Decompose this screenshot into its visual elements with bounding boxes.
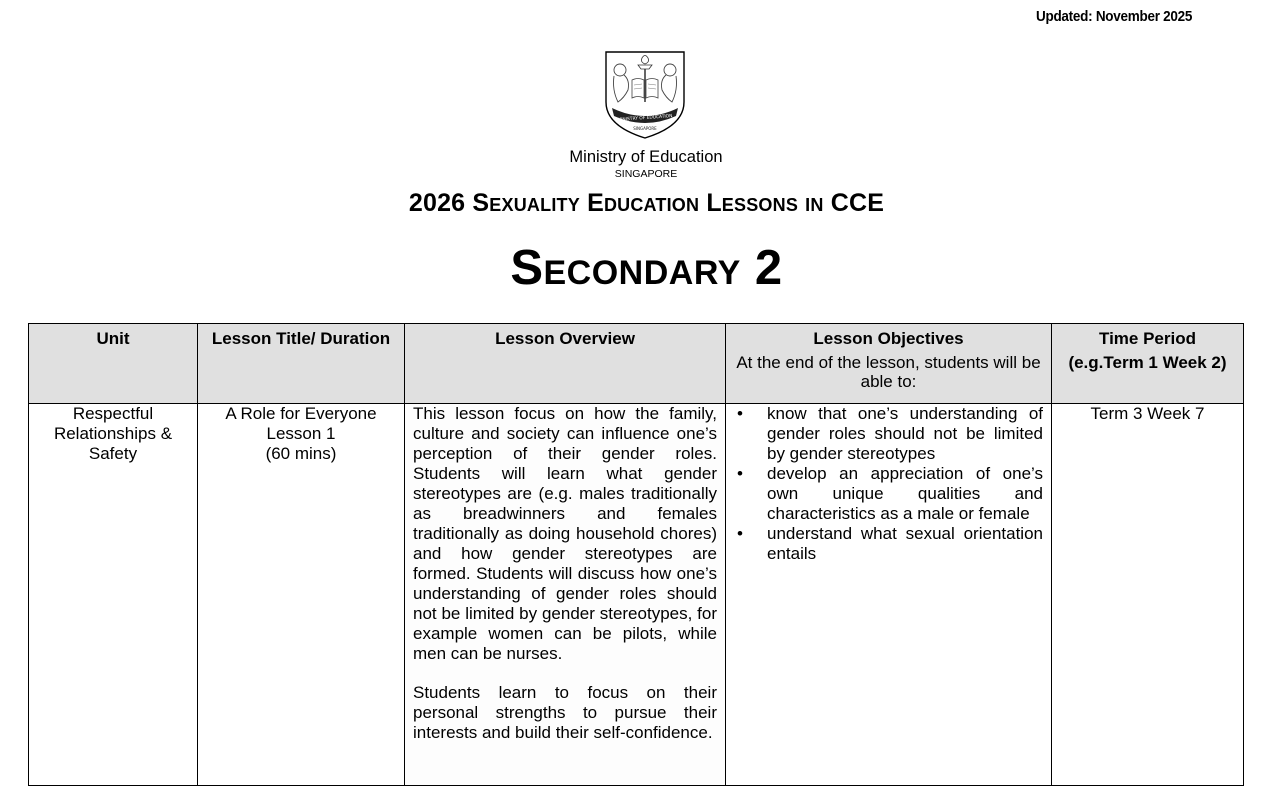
overview-paragraph: Students learn to focus on their personal strengths to pursue their interests and build their self-confidence.: [413, 683, 717, 742]
svg-text:MINISTRY OF EDUCATION: MINISTRY OF EDUCATION: [617, 114, 673, 123]
bullet-icon: •: [737, 464, 743, 483]
objective-item: • develop an appreciation of one’s own unique qualities and characteristics as a male or female: [737, 464, 1043, 523]
time-period-cell: [1052, 404, 1244, 786]
svg-text:SINGAPORE: SINGAPORE: [633, 126, 657, 131]
time-period-example: (e.g.Term 1 Week 2): [1068, 353, 1227, 372]
column-header-lesson-overview: Lesson Overview: [405, 324, 726, 404]
lesson-title-cell: [198, 404, 405, 786]
column-header-lesson-title: Lesson Title/ Duration: [198, 324, 405, 404]
updated-date: Updated: November 2025: [1036, 8, 1193, 25]
lesson-objectives-cell: [726, 404, 1052, 786]
table-header-row: [29, 324, 1244, 404]
unit-name: Respectful Relationships & Safety: [53, 404, 173, 463]
moe-logo: [562, 48, 730, 184]
overview-paragraph: This lesson focus on how the family, culture and society can influence one’s perception of their gender roles. Students will learn what gender stereotypes are (e.g. males traditionally as breadwinners and females traditionally as doing household chores) and how gender stereotypes are formed. Students will discuss how one’s understanding of gender roles should not be limited by gender stereotypes, for example women can be pilots, while men can be nurses.: [413, 404, 717, 663]
objective-item: • understand what sexual orientation entails: [737, 524, 1043, 563]
column-header-time-period: Time Period (e.g.Term 1 Week 2): [1052, 324, 1244, 404]
bullet-icon: •: [737, 524, 743, 543]
org-country: SINGAPORE: [614, 168, 678, 180]
lesson-number: Lesson 1: [266, 424, 336, 443]
moe-crest-icon: [602, 50, 688, 140]
unit-cell: [29, 404, 198, 786]
lesson-overview-cell: [405, 404, 726, 786]
column-header-lesson-objectives: Lesson Objectives At the end of the lesson, students will be able to:: [726, 324, 1052, 404]
lessons-table: [28, 323, 1244, 786]
lesson-duration: (60 mins): [265, 444, 337, 463]
org-name: Ministry of Education: [569, 148, 723, 166]
document-title: 2026 Sexuality Education Lessons in CCE: [408, 189, 885, 217]
bullet-icon: •: [737, 404, 743, 423]
time-period: Term 3 Week 7: [1090, 404, 1205, 423]
objectives-list: [734, 404, 1043, 564]
level-title: Secondary 2: [510, 241, 783, 295]
table-row: [29, 404, 1244, 786]
objective-item: • know that one’s understanding of gender roles should not be limited by gender stereotypes: [737, 404, 1043, 463]
column-header-unit: Unit: [29, 324, 198, 404]
objectives-subheading: At the end of the lesson, students will be able to:: [736, 353, 1041, 391]
lesson-title: A Role for Everyone: [225, 404, 377, 423]
